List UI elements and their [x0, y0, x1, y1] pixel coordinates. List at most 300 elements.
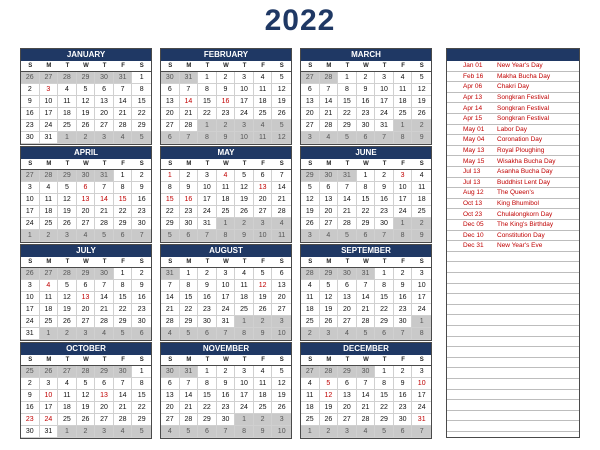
day-cell: 1: [132, 72, 151, 84]
day-cell: 21: [180, 108, 199, 120]
day-cell: 16: [394, 292, 413, 304]
day-cell: 17: [375, 96, 394, 108]
holiday-list-header: [447, 49, 579, 61]
day-cell: 19: [77, 108, 96, 120]
day-cell-adjacent: 5: [114, 328, 133, 340]
day-cell: 15: [132, 96, 151, 108]
day-cell: 30: [357, 120, 376, 132]
day-cell: 23: [180, 206, 199, 218]
day-cell: 8: [375, 378, 394, 390]
month-february: [160, 48, 292, 145]
day-cell: 22: [132, 402, 151, 414]
day-cell: 5: [320, 378, 339, 390]
day-cell-adjacent: 2: [412, 120, 431, 132]
day-cell: 8: [132, 378, 151, 390]
day-cell-adjacent: 4: [357, 426, 376, 438]
day-cell: 2: [217, 366, 236, 378]
month-may: [160, 146, 292, 243]
day-cell: 9: [394, 280, 413, 292]
day-cell: 16: [21, 108, 40, 120]
day-cell-adjacent: 2: [40, 230, 59, 242]
day-cell: 4: [394, 72, 413, 84]
day-cell: 12: [58, 292, 77, 304]
day-cell: 7: [95, 280, 114, 292]
day-cell: 21: [357, 402, 376, 414]
day-cell-adjacent: 12: [272, 132, 291, 144]
day-cell: 26: [77, 414, 96, 426]
day-cell: 29: [180, 316, 199, 328]
day-cell: 7: [114, 378, 133, 390]
weekday-header: [21, 355, 151, 366]
day-cell: 7: [357, 378, 376, 390]
day-cell: 10: [235, 378, 254, 390]
day-cell-adjacent: 8: [235, 426, 254, 438]
weekday-label: S: [308, 63, 313, 69]
day-cell: 12: [77, 390, 96, 402]
day-cell-adjacent: 5: [95, 230, 114, 242]
day-cell: 26: [272, 108, 291, 120]
day-cell-adjacent: 7: [375, 230, 394, 242]
weekday-label: S: [279, 63, 284, 69]
weekday-label: W: [363, 63, 369, 69]
day-cell-adjacent: 4: [114, 426, 133, 438]
day-cell: 22: [132, 108, 151, 120]
note-line: [447, 400, 579, 411]
day-cell: 1: [132, 366, 151, 378]
day-cell: 11: [40, 292, 59, 304]
month-title: SEPTEMBER: [301, 245, 431, 257]
holiday-name: Royal Ploughing: [497, 147, 545, 155]
day-cell: 20: [161, 402, 180, 414]
day-cell: 24: [21, 218, 40, 230]
day-cell: 20: [338, 402, 357, 414]
day-cell: 17: [21, 206, 40, 218]
weekday-label: T: [382, 63, 387, 69]
day-cell-adjacent: 3: [95, 426, 114, 438]
day-cell: 15: [114, 194, 133, 206]
weekday-label: F: [121, 357, 125, 363]
year-title: 2022: [264, 4, 336, 37]
day-cell: 23: [375, 206, 394, 218]
weekday-label: S: [28, 259, 33, 265]
day-cell: 6: [161, 378, 180, 390]
day-cell: 15: [180, 292, 199, 304]
holiday-date: Jul 13: [463, 168, 481, 176]
day-cell-adjacent: 2: [217, 120, 236, 132]
weekday-label: S: [139, 161, 144, 167]
month-title: APRIL: [21, 147, 151, 159]
day-cell-adjacent: 3: [301, 230, 320, 242]
holiday-row: [447, 61, 579, 72]
day-cell-adjacent: 1: [235, 316, 254, 328]
day-cell-adjacent: 5: [180, 328, 199, 340]
day-cell-adjacent: 5: [132, 132, 151, 144]
day-cell: 10: [375, 84, 394, 96]
note-line: [447, 305, 579, 316]
day-cell: 8: [198, 84, 217, 96]
day-cell: 8: [132, 84, 151, 96]
day-cell-adjacent: 9: [254, 426, 273, 438]
weekday-label: T: [345, 63, 350, 69]
day-cell: 5: [58, 182, 77, 194]
day-cell: 20: [161, 108, 180, 120]
holiday-row: [447, 146, 579, 157]
day-cell: 20: [254, 194, 273, 206]
day-cell: 4: [254, 366, 273, 378]
weekday-label: M: [326, 357, 332, 363]
day-cell: 23: [21, 414, 40, 426]
day-cell: 6: [77, 182, 96, 194]
day-cell: 25: [254, 402, 273, 414]
day-cell: 8: [338, 84, 357, 96]
day-cell-adjacent: 11: [272, 230, 291, 242]
weekday-label: S: [308, 259, 313, 265]
day-cell: 6: [77, 280, 96, 292]
holiday-name: Makha Bucha Day: [497, 72, 551, 80]
day-cell: 27: [320, 218, 339, 230]
day-cell: 27: [254, 206, 273, 218]
holiday-row: [447, 72, 579, 83]
day-cell: 14: [95, 292, 114, 304]
day-cell-adjacent: 1: [394, 218, 413, 230]
day-cell: 20: [320, 206, 339, 218]
day-cell: 10: [198, 182, 217, 194]
day-cell: 19: [272, 96, 291, 108]
day-grid: [21, 268, 151, 340]
day-cell-adjacent: 7: [394, 328, 413, 340]
day-cell-adjacent: 3: [77, 328, 96, 340]
note-line: [447, 252, 579, 263]
day-cell-adjacent: 5: [272, 120, 291, 132]
day-cell: 23: [357, 108, 376, 120]
weekday-label: M: [326, 259, 332, 265]
day-cell-adjacent: 1: [21, 230, 40, 242]
day-cell: 11: [58, 390, 77, 402]
holiday-date: Feb 16: [463, 72, 484, 80]
day-cell: 8: [357, 182, 376, 194]
day-cell: 26: [254, 304, 273, 316]
day-cell-adjacent: 27: [58, 366, 77, 378]
day-cell: 22: [114, 304, 133, 316]
day-cell: 12: [320, 390, 339, 402]
day-cell: 9: [21, 96, 40, 108]
day-cell-adjacent: 10: [272, 426, 291, 438]
day-cell-adjacent: 7: [132, 230, 151, 242]
day-cell: 29: [338, 120, 357, 132]
day-cell: 30: [132, 316, 151, 328]
day-cell: 2: [21, 378, 40, 390]
day-cell-adjacent: 31: [114, 72, 133, 84]
holiday-name: Coronation Day: [497, 136, 543, 144]
day-cell-adjacent: 3: [95, 132, 114, 144]
day-cell: 11: [301, 390, 320, 402]
day-cell: 4: [301, 378, 320, 390]
day-cell: 4: [235, 268, 254, 280]
day-cell: 14: [180, 96, 199, 108]
day-cell-adjacent: 28: [58, 268, 77, 280]
day-cell: 21: [114, 402, 133, 414]
day-cell: 23: [132, 206, 151, 218]
day-cell-adjacent: 7: [198, 230, 217, 242]
day-cell: 30: [198, 316, 217, 328]
holiday-row: [447, 114, 579, 125]
weekday-label: F: [121, 63, 125, 69]
day-cell: 11: [394, 84, 413, 96]
day-cell: 20: [95, 402, 114, 414]
day-cell: 28: [95, 316, 114, 328]
day-cell: 9: [132, 280, 151, 292]
day-cell-adjacent: 27: [301, 366, 320, 378]
day-cell: 2: [394, 366, 413, 378]
day-grid: [301, 72, 431, 144]
day-cell: 8: [375, 280, 394, 292]
holiday-row: [447, 82, 579, 93]
day-cell: 25: [40, 316, 59, 328]
holiday-date: Oct 23: [463, 210, 483, 218]
day-cell: 26: [58, 316, 77, 328]
day-cell: 29: [114, 316, 133, 328]
day-cell: 12: [412, 84, 431, 96]
day-cell: 11: [40, 194, 59, 206]
day-cell: 22: [180, 304, 199, 316]
day-cell: 28: [357, 414, 376, 426]
day-cell: 3: [235, 366, 254, 378]
day-cell: 23: [198, 304, 217, 316]
weekday-label: S: [419, 259, 424, 265]
weekday-label: S: [28, 63, 33, 69]
weekday-label: S: [279, 161, 284, 167]
day-cell: 27: [161, 120, 180, 132]
day-cell: 5: [272, 72, 291, 84]
day-cell: 1: [198, 366, 217, 378]
holiday-date: Apr 06: [463, 83, 483, 91]
day-cell: 6: [95, 84, 114, 96]
holiday-date: Dec 31: [463, 242, 484, 250]
holiday-date: Apr 13: [463, 94, 483, 102]
day-cell-adjacent: 10: [272, 328, 291, 340]
day-cell: 13: [338, 390, 357, 402]
holiday-date: Aug 12: [463, 189, 484, 197]
day-cell: 11: [254, 84, 273, 96]
day-cell: 1: [375, 366, 394, 378]
day-cell-adjacent: 6: [357, 230, 376, 242]
weekday-header: [301, 159, 431, 170]
day-cell-adjacent: 6: [180, 230, 199, 242]
day-cell: 30: [217, 414, 236, 426]
day-cell: 10: [394, 182, 413, 194]
day-cell-adjacent: 4: [114, 132, 133, 144]
day-cell: 31: [40, 132, 59, 144]
day-cell: 3: [375, 72, 394, 84]
day-cell: 26: [77, 120, 96, 132]
day-cell-adjacent: 4: [161, 328, 180, 340]
day-cell-adjacent: 30: [320, 170, 339, 182]
weekday-label: M: [186, 63, 192, 69]
day-cell: 3: [198, 170, 217, 182]
holiday-name: Songkran Festival: [497, 115, 550, 123]
day-cell: 31: [40, 426, 59, 438]
day-cell: 13: [272, 280, 291, 292]
day-cell-adjacent: 2: [254, 414, 273, 426]
day-cell: 19: [58, 304, 77, 316]
note-line: [447, 368, 579, 379]
note-line: [447, 421, 579, 432]
day-cell: 16: [132, 194, 151, 206]
weekday-label: F: [401, 63, 405, 69]
day-cell-adjacent: 6: [198, 328, 217, 340]
day-cell: 16: [394, 390, 413, 402]
day-cell: 28: [338, 218, 357, 230]
day-cell-adjacent: 1: [301, 426, 320, 438]
day-cell: 13: [161, 390, 180, 402]
day-cell: 12: [254, 280, 273, 292]
day-cell: 7: [180, 84, 199, 96]
day-cell: 15: [375, 390, 394, 402]
day-cell-adjacent: 31: [95, 170, 114, 182]
holiday-name: The King's Birthday: [497, 221, 554, 229]
month-title: JUNE: [301, 147, 431, 159]
day-cell: 31: [375, 120, 394, 132]
month-september: [300, 244, 432, 341]
day-cell: 18: [58, 402, 77, 414]
holiday-row: [447, 209, 579, 220]
weekday-label: S: [28, 161, 33, 167]
day-cell: 14: [357, 292, 376, 304]
month-title: AUGUST: [161, 245, 291, 257]
day-cell: 17: [235, 390, 254, 402]
day-cell-adjacent: 9: [412, 230, 431, 242]
day-cell: 18: [58, 108, 77, 120]
day-cell-adjacent: 3: [272, 414, 291, 426]
day-cell: 30: [375, 218, 394, 230]
day-cell: 11: [58, 96, 77, 108]
day-cell: 9: [217, 378, 236, 390]
day-cell: 13: [77, 194, 96, 206]
weekday-label: T: [242, 259, 247, 265]
day-cell: 16: [217, 390, 236, 402]
holiday-name: Chakri Day: [497, 83, 530, 91]
day-cell: 21: [114, 108, 133, 120]
day-cell-adjacent: 28: [320, 366, 339, 378]
day-cell: 26: [301, 218, 320, 230]
day-cell: 11: [217, 182, 236, 194]
day-cell: 2: [21, 84, 40, 96]
day-cell: 1: [357, 170, 376, 182]
day-cell-adjacent: 3: [254, 218, 273, 230]
day-cell: 28: [95, 218, 114, 230]
day-cell-adjacent: 4: [161, 426, 180, 438]
holiday-name: New Year's Eve: [497, 242, 543, 250]
holiday-row: [447, 93, 579, 104]
holiday-list: [446, 48, 580, 438]
blank-note-lines: [447, 252, 579, 432]
day-cell: 24: [217, 304, 236, 316]
weekday-label: T: [102, 63, 107, 69]
day-cell: 24: [375, 108, 394, 120]
day-cell: 25: [301, 414, 320, 426]
holiday-name: Songkran Festival: [497, 104, 550, 112]
day-cell: 13: [320, 194, 339, 206]
day-cell: 2: [217, 72, 236, 84]
day-cell: 13: [254, 182, 273, 194]
day-cell-adjacent: 6: [394, 426, 413, 438]
day-cell: 21: [272, 194, 291, 206]
day-cell: 21: [320, 108, 339, 120]
month-june: [300, 146, 432, 243]
weekday-label: T: [102, 161, 107, 167]
day-cell: 4: [40, 182, 59, 194]
holiday-date: Dec 05: [463, 221, 484, 229]
weekday-label: T: [102, 357, 107, 363]
day-cell-adjacent: 7: [412, 426, 431, 438]
day-grid: [161, 170, 291, 242]
holiday-name: Songkran Festival: [497, 94, 550, 102]
day-cell: 26: [320, 414, 339, 426]
day-cell-adjacent: 31: [357, 268, 376, 280]
day-cell-adjacent: 2: [412, 218, 431, 230]
holiday-date: Apr 15: [463, 115, 483, 123]
day-cell-adjacent: 3: [235, 120, 254, 132]
day-cell: 2: [132, 268, 151, 280]
holiday-date: Apr 14: [463, 104, 483, 112]
day-cell: 31: [412, 414, 431, 426]
day-cell-adjacent: 2: [77, 426, 96, 438]
day-cell-adjacent: 30: [95, 268, 114, 280]
day-cell: 10: [21, 292, 40, 304]
day-cell: 4: [301, 280, 320, 292]
weekday-label: S: [308, 357, 313, 363]
day-cell: 5: [235, 170, 254, 182]
day-cell: 16: [180, 194, 199, 206]
weekday-label: S: [168, 63, 173, 69]
day-cell: 28: [114, 414, 133, 426]
holiday-row: [447, 135, 579, 146]
day-cell: 4: [58, 84, 77, 96]
day-cell-adjacent: 28: [58, 72, 77, 84]
months-grid: [20, 48, 440, 438]
day-cell-adjacent: 27: [301, 72, 320, 84]
weekday-label: M: [326, 63, 332, 69]
day-cell: 20: [77, 304, 96, 316]
day-cell: 14: [114, 96, 133, 108]
day-cell: 5: [301, 182, 320, 194]
weekday-label: W: [83, 63, 89, 69]
day-cell: 24: [412, 304, 431, 316]
day-cell: 7: [180, 378, 199, 390]
day-cell-adjacent: 5: [338, 132, 357, 144]
day-cell: 1: [114, 170, 133, 182]
day-cell: 14: [114, 390, 133, 402]
day-cell: 16: [21, 402, 40, 414]
day-cell: 27: [338, 316, 357, 328]
day-cell: 19: [77, 402, 96, 414]
day-cell: 20: [301, 108, 320, 120]
day-cell-adjacent: 29: [338, 366, 357, 378]
day-cell: 17: [198, 194, 217, 206]
day-cell: 13: [77, 292, 96, 304]
day-cell: 12: [77, 96, 96, 108]
weekday-label: T: [382, 357, 387, 363]
day-cell: 27: [77, 316, 96, 328]
day-cell-adjacent: 7: [375, 132, 394, 144]
day-grid: [161, 72, 291, 144]
weekday-label: W: [83, 259, 89, 265]
day-cell: 12: [58, 194, 77, 206]
day-cell: 7: [338, 182, 357, 194]
day-cell: 18: [217, 194, 236, 206]
day-cell: 6: [254, 170, 273, 182]
day-cell: 17: [40, 402, 59, 414]
